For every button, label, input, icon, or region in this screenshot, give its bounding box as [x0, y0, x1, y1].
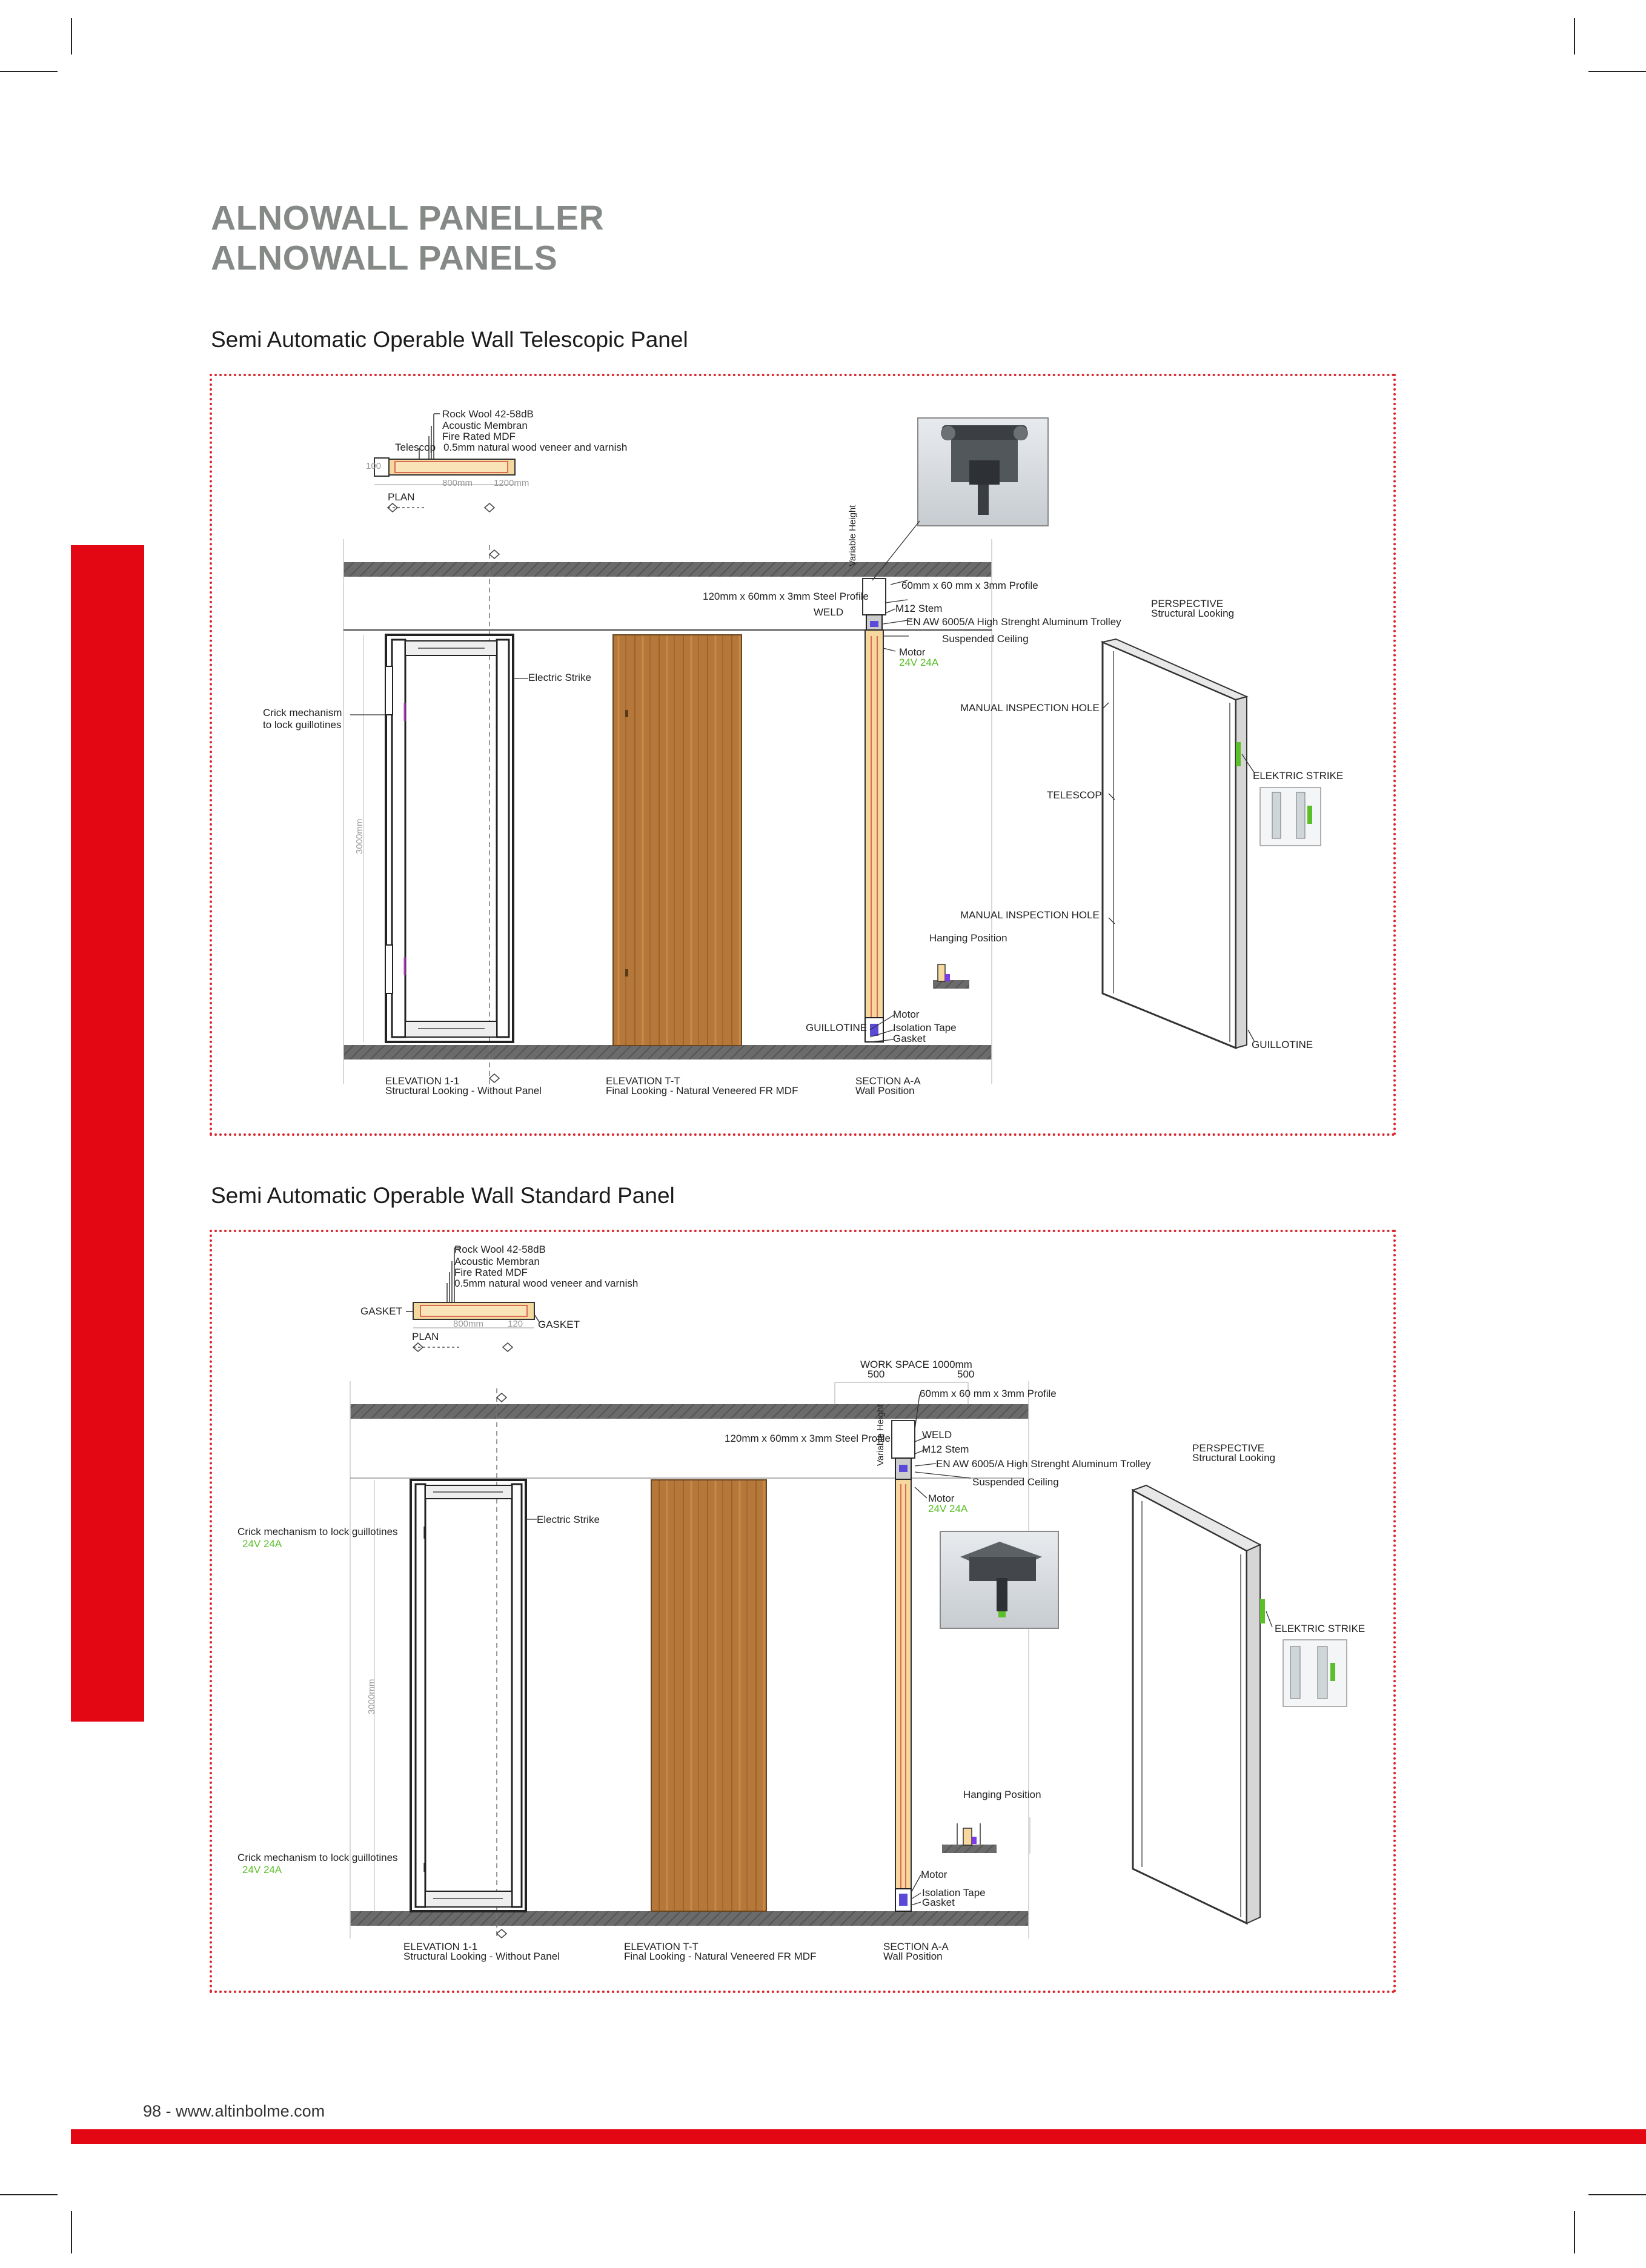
section2-structural-frame	[374, 1480, 526, 1911]
s2-isolation: Isolation Tape	[922, 1887, 986, 1898]
section1-ceiling-slab	[343, 562, 992, 577]
s2-perspective-title: PERSPECTIVE	[1192, 1442, 1265, 1454]
s1-height-dim: 3000mm	[354, 818, 365, 854]
s1-guillotine: GUILLOTINE	[806, 1022, 868, 1033]
section-arrow-icon	[497, 1929, 506, 1938]
s1-trolley: EN AW 6005/A High Strenght Aluminum Trolley	[906, 616, 1121, 628]
page-title-en: ALNOWALL PANELS	[211, 239, 558, 277]
s2-hanging: Hanging Position	[963, 1789, 1041, 1800]
section2-perspective-panel	[1133, 1485, 1265, 1923]
section1-perspective-panel	[1103, 639, 1247, 1048]
s1-plan-layer-mdf: Fire Rated MDF	[442, 431, 516, 442]
s1-plan-layer-membran: Acoustic Membran	[442, 420, 528, 431]
s1-telescop: TELESCOP	[1047, 789, 1102, 801]
page-title-tr: ALNOWALL PANELLER	[211, 199, 605, 237]
s2-weld: WELD	[922, 1429, 952, 1441]
s1-plan-dim-main: 800mm	[442, 478, 473, 488]
section2-ceiling-slab	[350, 1404, 1029, 1419]
s1-plan-layer-veneer: 0.5mm natural wood veneer and varnish	[443, 442, 628, 453]
s1-manual-hole-top: MANUAL INSPECTION HOLE	[960, 702, 1100, 714]
s1-elektric-strike: ELEKTRIC STRIKE	[1253, 770, 1344, 781]
s1-profile-60: 60mm x 60 mm x 3mm Profile	[901, 580, 1038, 591]
s1-crick-2: to lock guillotines	[263, 719, 342, 731]
s1-m12: M12 Stem	[895, 603, 943, 614]
s2-plan-dim-main: 800mm	[453, 1319, 484, 1329]
s1-elev-final-title: ELEVATION T-T	[606, 1075, 680, 1087]
s2-ceiling: Suspended Ceiling	[972, 1476, 1059, 1488]
s2-plan-gasket-right: GASKET	[538, 1319, 580, 1330]
s1-plan-label: PLAN	[388, 491, 415, 503]
section1-floor-slab	[343, 1045, 992, 1059]
section1-hanging-detail	[933, 964, 969, 989]
s1-elev-final-sub: Final Looking - Natural Veneered FR MDF	[606, 1085, 798, 1096]
s1-section-title: SECTION A-A	[855, 1075, 921, 1087]
s2-elev-final-title: ELEVATION T-T	[624, 1941, 699, 1952]
s2-trolley: EN AW 6005/A High Strenght Aluminum Trolley	[936, 1458, 1151, 1470]
s2-vertical-text: Variable Height	[875, 1404, 886, 1466]
s2-plan-layer-mdf: Fire Rated MDF	[454, 1267, 528, 1278]
section1-electric-strike-photo	[1260, 788, 1321, 846]
section2-hanging-detail	[942, 1817, 1030, 1854]
section-arrow-icon	[497, 1393, 506, 1402]
s1-motor: Motor	[899, 646, 926, 658]
s1-plan-telescop: Telescop	[395, 442, 436, 453]
s2-elektric-strike: ELEKTRIC STRIKE	[1275, 1623, 1366, 1634]
section2-wood-panel	[651, 1480, 766, 1911]
s1-gasket: Gasket	[893, 1033, 926, 1044]
s2-crick-top-voltage: 24V 24A	[242, 1538, 282, 1550]
section1-heading: Semi Automatic Operable Wall Telescopic Panel	[211, 327, 688, 352]
s2-crick-top: Crick mechanism to lock guillotines	[237, 1526, 398, 1537]
section1-trolley-photo	[918, 418, 1048, 526]
s1-persp-guillotine: GUILLOTINE	[1252, 1039, 1313, 1050]
s2-m12: M12 Stem	[922, 1444, 969, 1455]
s2-plan-layer-rockwool: Rock Wool 42-58dB	[454, 1244, 546, 1255]
s2-voltage: 24V 24A	[928, 1503, 968, 1514]
s1-profile-120: 120mm x 60mm x 3mm Steel Profile	[703, 591, 869, 602]
s2-elev-struct-title: ELEVATION 1-1	[403, 1941, 478, 1952]
s2-plan-gasket-left: GASKET	[360, 1305, 402, 1317]
s2-plan-label: PLAN	[412, 1331, 439, 1342]
s1-elev-struct-sub: Structural Looking - Without Panel	[385, 1085, 542, 1096]
s1-ceiling: Suspended Ceiling	[942, 633, 1029, 645]
s2-gasket: Gasket	[922, 1897, 955, 1908]
s1-plan-dim-side: 100	[366, 461, 382, 471]
s2-motor-bottom: Motor	[921, 1869, 947, 1880]
s1-isolation: Isolation Tape	[893, 1022, 957, 1033]
s1-section-sub: Wall Position	[855, 1085, 915, 1096]
s1-plan-dim-total: 1200mm	[494, 478, 529, 488]
s2-crick-bottom: Crick mechanism to lock guillotines	[237, 1852, 398, 1863]
footer-page-info: 98 - www.altinbolme.com	[143, 2102, 325, 2120]
s2-plan-dim-side: 120	[508, 1319, 523, 1329]
section2-floor-slab	[350, 1911, 1029, 1926]
s2-section-sub: Wall Position	[883, 1951, 943, 1962]
s1-vertical-text: Variable Height	[848, 505, 858, 566]
s2-plan-layer-veneer: 0.5mm natural wood veneer and varnish	[454, 1278, 639, 1289]
s2-elev-final-sub: Final Looking - Natural Veneered FR MDF	[624, 1951, 817, 1962]
s2-profile-120: 120mm x 60mm x 3mm Steel Profile	[725, 1433, 891, 1444]
section1-section-column	[863, 579, 886, 1042]
s1-perspective-title: PERSPECTIVE	[1151, 598, 1224, 609]
section2-electric-strike-photo	[1283, 1640, 1347, 1706]
s2-height-dim: 3000mm	[367, 1679, 377, 1714]
s2-plan-layer-membran: Acoustic Membran	[454, 1256, 540, 1267]
s1-manual-hole-bottom: MANUAL INSPECTION HOLE	[960, 909, 1100, 921]
s1-crick-1: Crick mechanism	[263, 707, 342, 718]
s2-section-title: SECTION A-A	[883, 1941, 949, 1952]
section-arrow-icon	[489, 550, 499, 559]
s1-motor-bottom: Motor	[893, 1009, 920, 1020]
s1-elev-struct-title: ELEVATION 1-1	[385, 1075, 460, 1087]
s1-plan-layer-rockwool: Rock Wool 42-58dB	[442, 408, 534, 420]
section2-trolley-photo	[940, 1531, 1058, 1628]
s1-electric-strike: Electric Strike	[528, 672, 591, 683]
s2-perspective-sub: Structural Looking	[1192, 1452, 1276, 1464]
s1-weld: WELD	[814, 606, 844, 618]
section-arrow-icon	[489, 1074, 499, 1083]
section1-structural-frame	[363, 635, 513, 1042]
s1-hanging: Hanging Position	[929, 932, 1007, 944]
section1-wood-panel	[613, 635, 742, 1046]
s2-half-left: 500	[868, 1368, 885, 1380]
s2-electric-strike: Electric Strike	[537, 1514, 600, 1525]
s2-crick-bottom-voltage: 24V 24A	[242, 1864, 282, 1875]
s2-motor: Motor	[928, 1493, 955, 1504]
s2-profile-60: 60mm x 60 mm x 3mm Profile	[920, 1388, 1057, 1399]
s2-half-right: 500	[957, 1368, 975, 1380]
s2-elev-struct-sub: Structural Looking - Without Panel	[403, 1951, 560, 1962]
section2-heading: Semi Automatic Operable Wall Standard Panel	[211, 1183, 675, 1208]
s1-voltage: 24V 24A	[899, 657, 939, 668]
s1-perspective-sub: Structural Looking	[1151, 608, 1235, 619]
s2-work-space: WORK SPACE 1000mm	[860, 1359, 972, 1370]
